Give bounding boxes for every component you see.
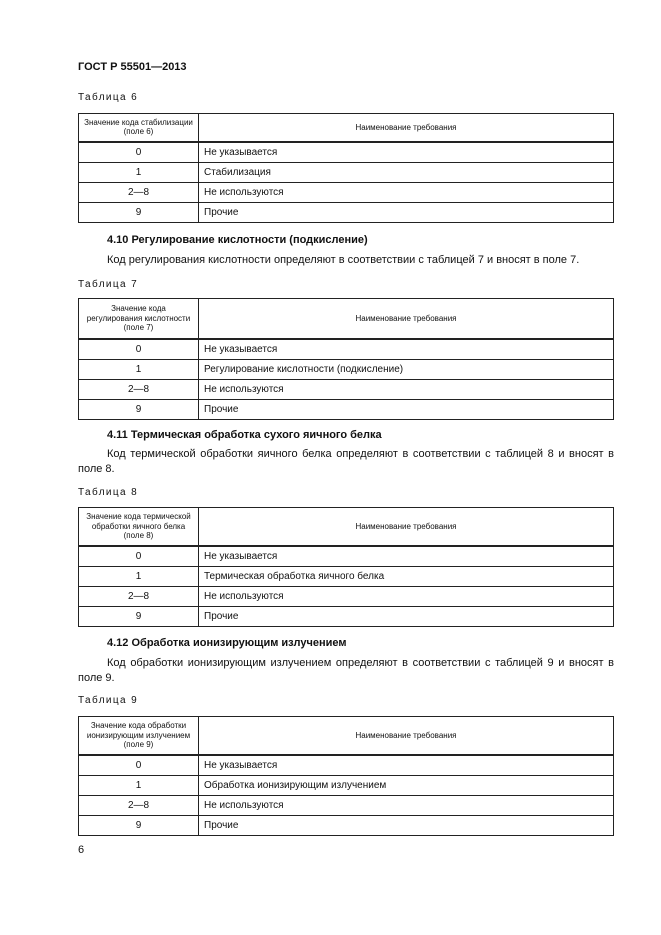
- name-cell: Прочие: [199, 202, 614, 222]
- name-cell: Не указывается: [199, 142, 614, 163]
- name-cell: Не используются: [199, 182, 614, 202]
- section-text: Код обработки ионизирующим излучением определяют в соответствии с таблицей 9 и вносят в поле 9.: [78, 657, 614, 684]
- code-cell: 1: [79, 359, 199, 379]
- requirements-table-7: [78, 298, 614, 420]
- table-row: [79, 815, 614, 835]
- requirements-table-9: [78, 716, 614, 836]
- code-cell: 1: [79, 566, 199, 586]
- section-heading: 4.10 Регулирование кислотности (подкисление): [107, 234, 368, 246]
- column-header-name: Наименование требования: [199, 114, 614, 142]
- column-header-code: Значение кода регулирования кислотности (поле 7): [79, 299, 199, 339]
- name-cell: Регулирование кислотности (подкисление): [199, 359, 614, 379]
- table-caption: Таблица 6: [78, 92, 139, 103]
- column-header-code: Значение кода стабилизации (поле 6): [79, 114, 199, 142]
- table-row: [79, 399, 614, 419]
- code-cell: 2—8: [79, 586, 199, 606]
- section-heading: 4.12 Обработка ионизирующим излучением: [107, 637, 347, 649]
- table-row: [79, 546, 614, 567]
- table-row: [79, 182, 614, 202]
- column-header-code: Значение кода термической обработки яичного белка (поле 8): [79, 508, 199, 546]
- code-cell: 0: [79, 755, 199, 776]
- table-row: [79, 795, 614, 815]
- column-header-code: Значение кода обработки ионизирующим излучением (поле 9): [79, 717, 199, 755]
- section-text: Код термической обработки яичного белка определяют в соответствии с таблицей 8 и вносят в поле 8.: [78, 448, 614, 475]
- name-cell: Не указывается: [199, 755, 614, 776]
- name-cell: Не используются: [199, 586, 614, 606]
- table-caption: Таблица 7: [78, 279, 139, 290]
- name-cell: Прочие: [199, 815, 614, 835]
- name-cell: Не используются: [199, 795, 614, 815]
- code-cell: 0: [79, 339, 199, 360]
- code-cell: 0: [79, 546, 199, 567]
- column-header-name: Наименование требования: [199, 508, 614, 546]
- table-row: [79, 162, 614, 182]
- name-cell: Обработка ионизирующим излучением: [199, 775, 614, 795]
- table-caption: Таблица 9: [78, 695, 139, 706]
- name-cell: Прочие: [199, 399, 614, 419]
- requirements-table-6: [78, 113, 614, 223]
- code-cell: 1: [79, 162, 199, 182]
- code-cell: 2—8: [79, 379, 199, 399]
- table-caption: Таблица 8: [78, 487, 139, 498]
- code-cell: 2—8: [79, 795, 199, 815]
- name-cell: Не указывается: [199, 546, 614, 567]
- table-row: [79, 586, 614, 606]
- page-number: 6: [78, 844, 85, 856]
- table-row: [79, 775, 614, 795]
- section-heading: 4.11 Термическая обработка сухого яичного белка: [107, 429, 382, 441]
- code-cell: 9: [79, 202, 199, 222]
- name-cell: Термическая обработка яичного белка: [199, 566, 614, 586]
- table-row: [79, 755, 614, 776]
- section-text: Код регулирования кислотности определяют в соответствии с таблицей 7 и вносят в поле 7.: [107, 254, 580, 266]
- requirements-table-8: [78, 507, 614, 627]
- code-cell: 9: [79, 606, 199, 626]
- column-header-name: Наименование требования: [199, 717, 614, 755]
- table-row: [79, 359, 614, 379]
- name-cell: Не указывается: [199, 339, 614, 360]
- document-header: ГОСТ Р 55501—2013: [78, 61, 187, 73]
- code-cell: 1: [79, 775, 199, 795]
- code-cell: 9: [79, 815, 199, 835]
- column-header-name: Наименование требования: [199, 299, 614, 339]
- name-cell: Не используются: [199, 379, 614, 399]
- table-row: [79, 606, 614, 626]
- name-cell: Стабилизация: [199, 162, 614, 182]
- table-row: [79, 339, 614, 360]
- name-cell: Прочие: [199, 606, 614, 626]
- table-row: [79, 202, 614, 222]
- code-cell: 0: [79, 142, 199, 163]
- table-row: [79, 379, 614, 399]
- table-row: [79, 142, 614, 163]
- table-row: [79, 566, 614, 586]
- code-cell: 9: [79, 399, 199, 419]
- code-cell: 2—8: [79, 182, 199, 202]
